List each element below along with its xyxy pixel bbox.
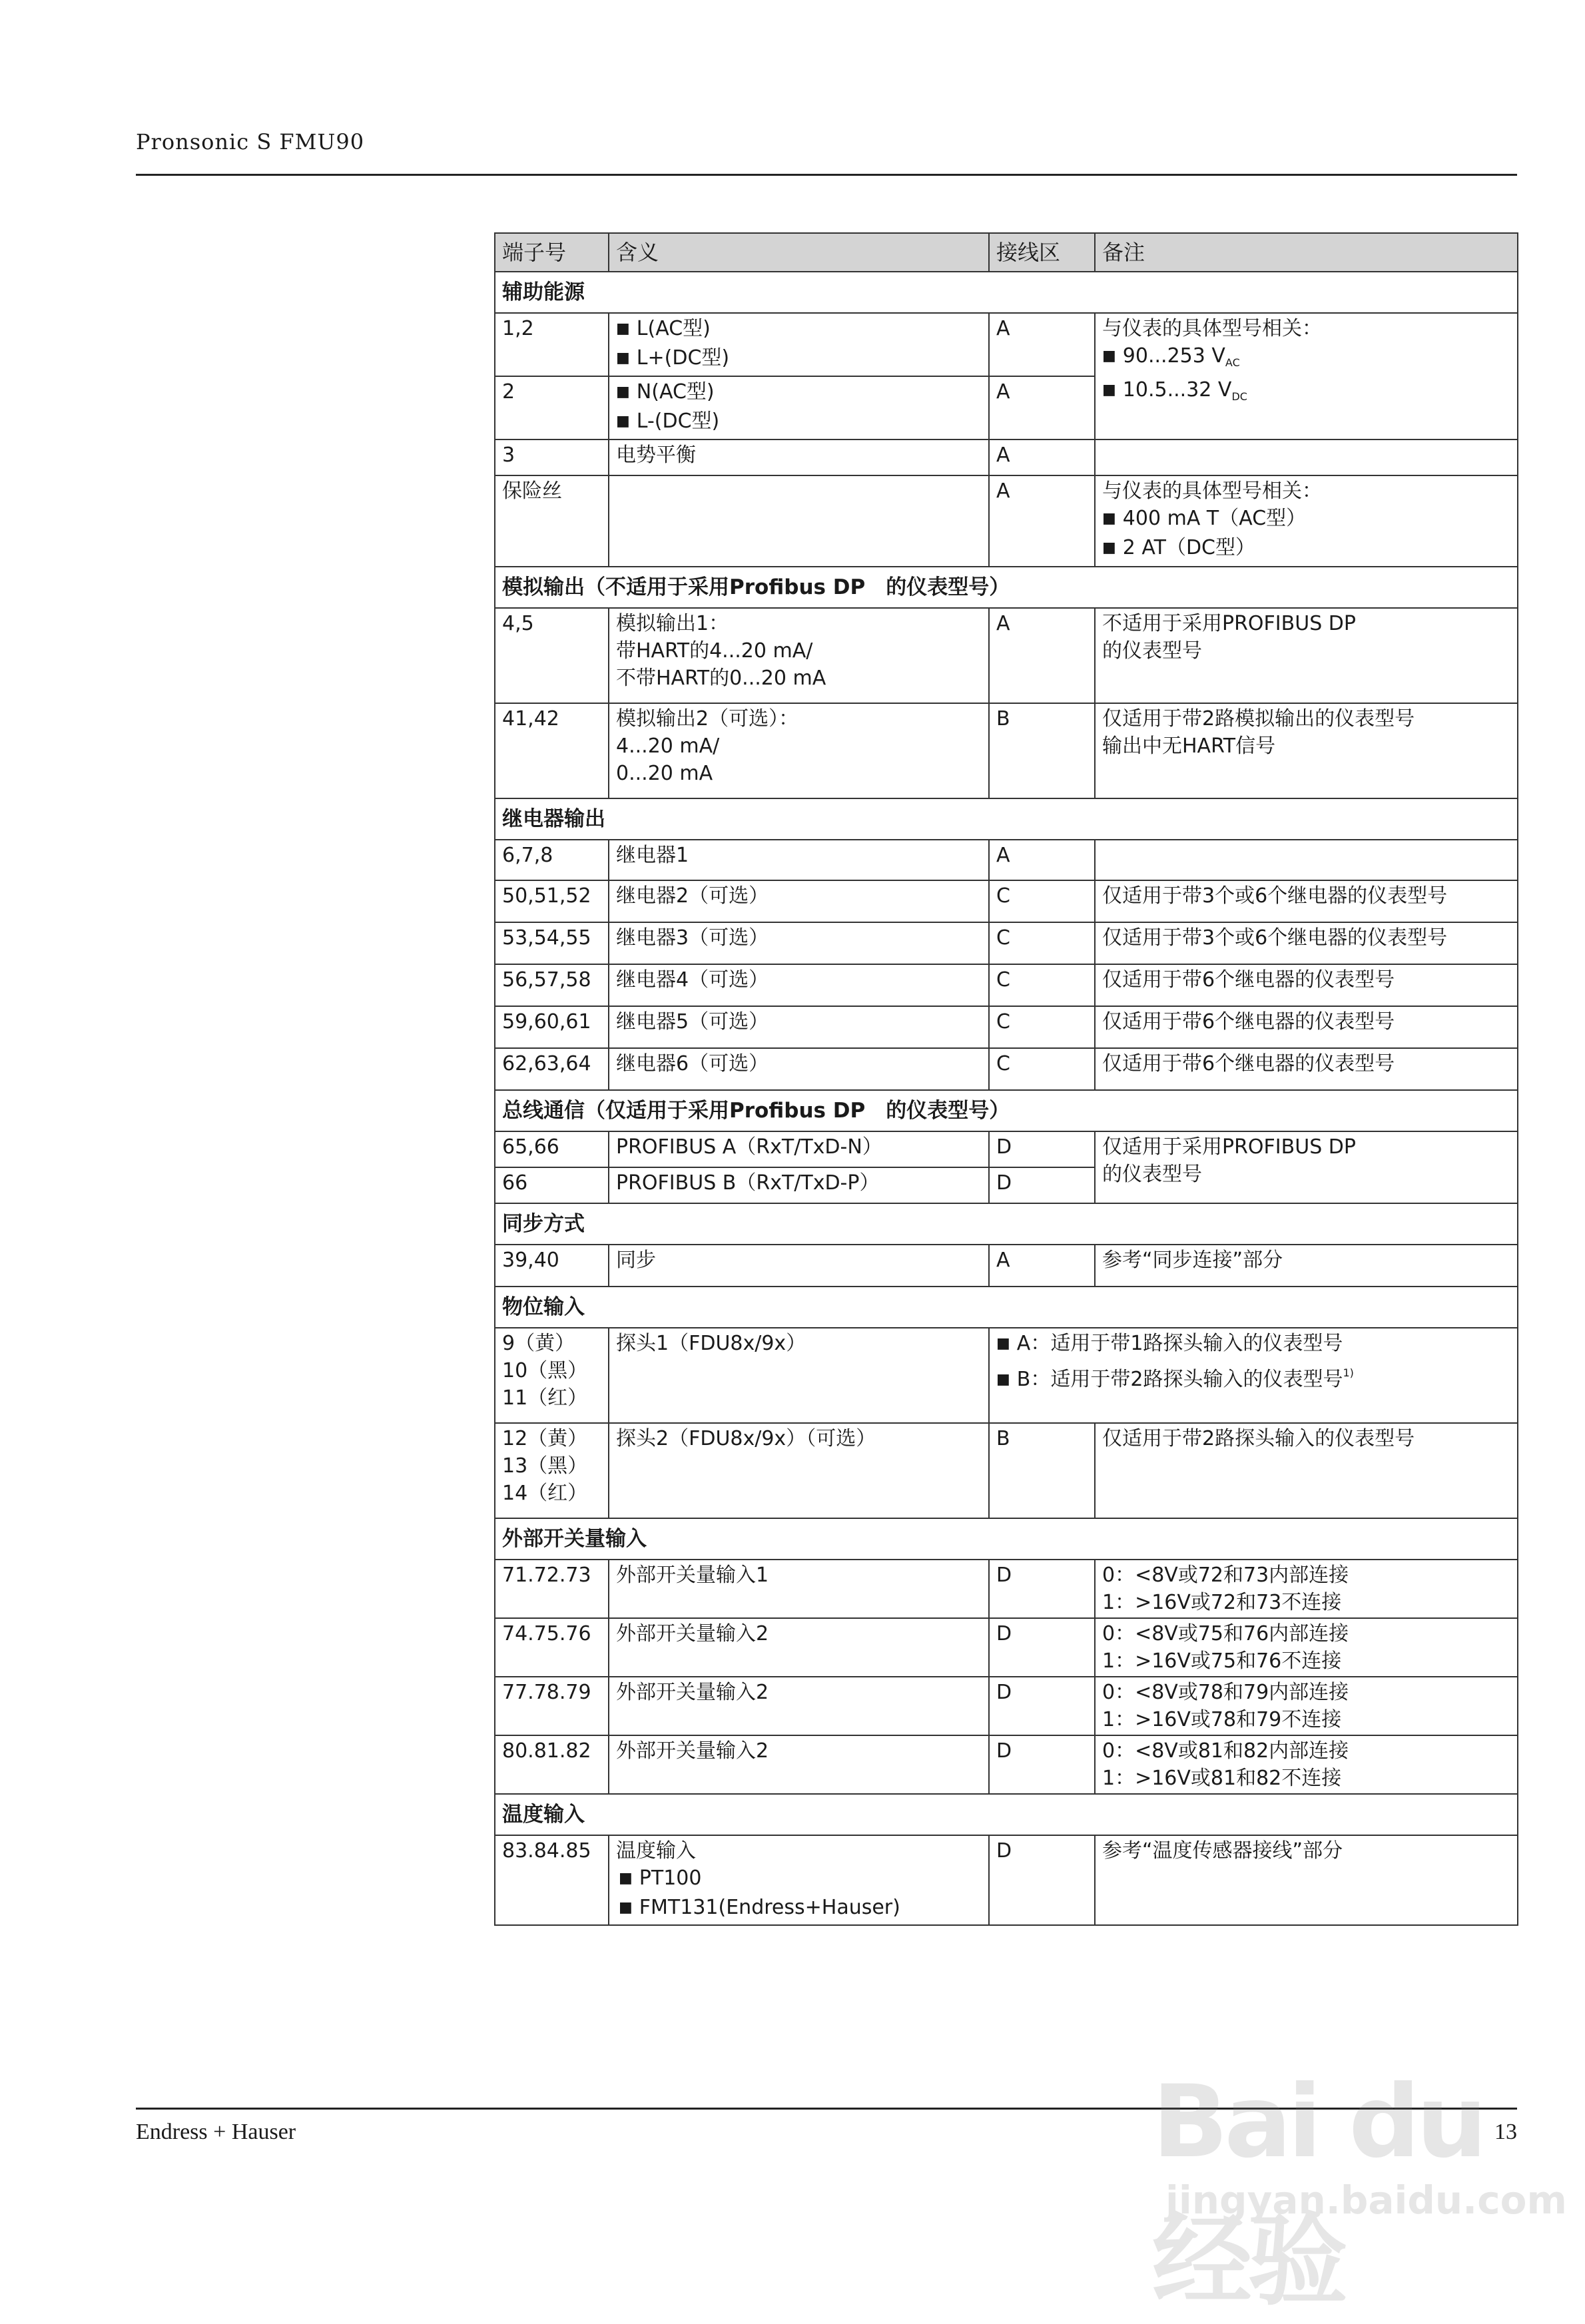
meaning-cell: 继电器3（可选） — [609, 922, 989, 964]
note-cell: 不适用于采用PROFIBUS DP 的仪表型号 — [1095, 608, 1518, 703]
zone-cell: D — [989, 1131, 1095, 1167]
table-row — [495, 1131, 1518, 1167]
table-row — [495, 1735, 1518, 1794]
zone-cell: D — [989, 1618, 1095, 1677]
zone-cell: A — [989, 439, 1095, 475]
zone-cell: D — [989, 1677, 1095, 1735]
meaning-cell: 电势平衡 — [609, 439, 989, 475]
note-cell: 参考“温度传感器接线”部分 — [1095, 1835, 1518, 1925]
bullet-square-icon: ■ — [996, 1371, 1010, 1388]
note-cell: 与仪表的具体型号相关： ■ 400 mA T（AC型） ■ 2 AT（DC型） — [1095, 475, 1518, 567]
terminal-cell: 12（黄） 13（黑） 14（红） — [495, 1423, 609, 1518]
terminal-cell: 2 — [495, 376, 609, 439]
meaning-cell: ■ L(AC型) ■ L+(DC型) — [609, 313, 989, 376]
meaning-cell: 温度输入 ■ PT100 ■ FMT131(Endress+Hauser) — [609, 1835, 989, 1925]
baidu-watermark — [1079, 2024, 1567, 2319]
table-row — [495, 608, 1518, 703]
meaning-cell: 继电器1 — [609, 840, 989, 880]
meaning-cell: 外部开关量输入2 — [609, 1735, 989, 1794]
bullet-square-icon: ■ — [616, 384, 630, 400]
table-row — [495, 964, 1518, 1006]
meaning-cell: 同步 — [609, 1245, 989, 1287]
table-row — [495, 1006, 1518, 1048]
note-cell: 0：<8V或75和76内部连接 1：>16V或75和76不连接 — [1095, 1618, 1518, 1677]
section-title: 继电器输出 — [495, 798, 1518, 840]
table-header-row — [495, 233, 1518, 272]
footnote-mark: 1) — [1343, 1366, 1354, 1379]
note-cell: 0：<8V或81和82内部连接 1：>16V或81和82不连接 — [1095, 1735, 1518, 1794]
watermark-brand: Bai du 经验 — [1152, 2064, 1484, 2319]
table-row — [495, 1560, 1518, 1618]
terminal-cell: 77.78.79 — [495, 1677, 609, 1735]
table-row — [495, 880, 1518, 922]
note-cell: 0：<8V或78和79内部连接 1：>16V或78和79不连接 — [1095, 1677, 1518, 1735]
bullet-square-icon: ■ — [619, 1870, 633, 1887]
section-title: 物位输入 — [495, 1287, 1518, 1328]
terminal-cell: 83.84.85 — [495, 1835, 609, 1925]
section-row — [495, 798, 1518, 840]
bullet-square-icon: ■ — [616, 350, 630, 366]
bullet-square-icon: ■ — [1102, 348, 1116, 364]
note-cell: 仅适用于带2路模拟输出的仪表型号 输出中无HART信号 — [1095, 703, 1518, 798]
section-row — [495, 272, 1518, 313]
zone-note-cell: ■ A：适用于带1路探头输入的仪表型号 ■ B：适用于带2路探头输入的仪表型号$^{1)}$ — [989, 1328, 1518, 1423]
meaning-cell: PROFIBUS A（RxT/TxD-N） — [609, 1131, 989, 1167]
col-header-note: 备注 — [1095, 233, 1518, 272]
terminal-cell: 39,40 — [495, 1245, 609, 1287]
section-title: 同步方式 — [495, 1203, 1518, 1245]
col-header-terminal: 端子号 — [495, 233, 609, 272]
meaning-cell — [609, 475, 989, 567]
zone-cell: C — [989, 880, 1095, 922]
meaning-cell: 继电器6（可选） — [609, 1048, 989, 1090]
terminal-cell: 41,42 — [495, 703, 609, 798]
zone-cell: B — [989, 703, 1095, 798]
meaning-cell: 继电器4（可选） — [609, 964, 989, 1006]
bullet-square-icon: ■ — [1102, 382, 1116, 398]
section-title: 模拟输出（不适用于采用Profibus DP 的仪表型号） — [495, 567, 1518, 608]
section-row — [495, 567, 1518, 608]
zone-cell: B — [989, 1423, 1095, 1518]
meaning-cell: 继电器2（可选） — [609, 880, 989, 922]
terminal-cell: 6,7,8 — [495, 840, 609, 880]
table-row — [495, 1835, 1518, 1925]
bullet-square-icon: ■ — [1102, 510, 1116, 527]
zone-cell: C — [989, 922, 1095, 964]
watermark-url: jingyan.baidu.com — [1165, 2178, 1567, 2223]
col-header-meaning: 含义 — [609, 233, 989, 272]
meaning-cell: 模拟输出1： 带HART的4...20 mA/ 不带HART的0...20 mA — [609, 608, 989, 703]
note-cell: 参考“同步连接”部分 — [1095, 1245, 1518, 1287]
note-cell: 仅适用于带6个继电器的仪表型号 — [1095, 964, 1518, 1006]
zone-cell: A — [989, 840, 1095, 880]
bullet-square-icon: ■ — [619, 1899, 633, 1916]
footer-rule — [136, 2108, 1517, 2110]
table-row — [495, 703, 1518, 798]
note-cell — [1095, 840, 1518, 880]
zone-cell: A — [989, 1245, 1095, 1287]
table-row — [495, 922, 1518, 964]
meaning-cell: 继电器5（可选） — [609, 1006, 989, 1048]
note-cell: 仅适用于带3个或6个继电器的仪表型号 — [1095, 880, 1518, 922]
note-cell: 仅适用于采用PROFIBUS DP 的仪表型号 — [1095, 1131, 1518, 1203]
meaning-cell: 外部开关量输入2 — [609, 1677, 989, 1735]
table-row — [495, 1328, 1518, 1423]
zone-cell: D — [989, 1167, 1095, 1203]
note-cell — [1095, 439, 1518, 475]
terminal-cell: 74.75.76 — [495, 1618, 609, 1677]
table-row — [495, 1618, 1518, 1677]
terminal-cell: 4,5 — [495, 608, 609, 703]
bullet-square-icon: ■ — [616, 413, 630, 430]
note-cell: 仅适用于带6个继电器的仪表型号 — [1095, 1006, 1518, 1048]
table-row — [495, 313, 1518, 376]
note-cell: 与仪表的具体型号相关： ■ 90...253 $V_{AC}$ ■ 10.5...32 $V_{DC}$ — [1095, 313, 1518, 439]
bullet-square-icon: ■ — [1102, 539, 1116, 556]
terminal-cell: 59,60,61 — [495, 1006, 609, 1048]
note-cell: 仅适用于带6个继电器的仪表型号 — [1095, 1048, 1518, 1090]
footer-brand: Endress + Hauser — [136, 2120, 296, 2144]
terminal-cell: 50,51,52 — [495, 880, 609, 922]
terminal-cell: 保险丝 — [495, 475, 609, 567]
section-row — [495, 1203, 1518, 1245]
table-row — [495, 840, 1518, 880]
zone-cell: C — [989, 1006, 1095, 1048]
section-row — [495, 1794, 1518, 1835]
section-title: 总线通信（仅适用于采用Profibus DP 的仪表型号） — [495, 1090, 1518, 1131]
zone-cell: A — [989, 608, 1095, 703]
page-number: 13 — [1494, 2120, 1517, 2144]
terminal-cell: 3 — [495, 439, 609, 475]
zone-cell: D — [989, 1735, 1095, 1794]
section-row — [495, 1518, 1518, 1560]
note-cell: 0：<8V或72和73内部连接 1：>16V或72和73不连接 — [1095, 1560, 1518, 1618]
section-row — [495, 1090, 1518, 1131]
bullet-square-icon: ■ — [616, 320, 630, 337]
meaning-cell: 探头1（FDU8x/9x） — [609, 1328, 989, 1423]
meaning-cell: 外部开关量输入2 — [609, 1618, 989, 1677]
note-cell: 仅适用于带3个或6个继电器的仪表型号 — [1095, 922, 1518, 964]
terminal-cell: 9（黄） 10（黑） 11（红） — [495, 1328, 609, 1423]
meaning-cell: 外部开关量输入1 — [609, 1560, 989, 1618]
section-row — [495, 1287, 1518, 1328]
table-row — [495, 1245, 1518, 1287]
meaning-cell: ■ N(AC型) ■ L-(DC型) — [609, 376, 989, 439]
terminal-cell: 56,57,58 — [495, 964, 609, 1006]
zone-cell: D — [989, 1835, 1095, 1925]
terminal-cell: 71.72.73 — [495, 1560, 609, 1618]
zone-cell: C — [989, 1048, 1095, 1090]
terminal-cell: 1,2 — [495, 313, 609, 376]
header-rule — [136, 174, 1517, 176]
terminal-cell: 53,54,55 — [495, 922, 609, 964]
zone-cell: A — [989, 376, 1095, 439]
meaning-cell: 模拟输出2（可选）： 4...20 mA/ 0...20 mA — [609, 703, 989, 798]
terminal-table — [494, 232, 1518, 1926]
table-row — [495, 475, 1518, 567]
bullet-square-icon: ■ — [996, 1335, 1010, 1352]
terminal-cell: 65,66 — [495, 1131, 609, 1167]
zone-cell: D — [989, 1560, 1095, 1618]
section-title: 外部开关量输入 — [495, 1518, 1518, 1560]
zone-cell: A — [989, 475, 1095, 567]
section-title: 辅助能源 — [495, 272, 1518, 313]
zone-cell: C — [989, 964, 1095, 1006]
document-title: Pronsonic S FMU90 — [136, 129, 365, 154]
terminal-cell: 66 — [495, 1167, 609, 1203]
meaning-cell: PROFIBUS B（RxT/TxD-P） — [609, 1167, 989, 1203]
table-row — [495, 1423, 1518, 1518]
zone-cell: A — [989, 313, 1095, 376]
col-header-zone: 接线区 — [989, 233, 1095, 272]
table-row — [495, 1677, 1518, 1735]
section-title: 温度输入 — [495, 1794, 1518, 1835]
table-row — [495, 1048, 1518, 1090]
table-row — [495, 439, 1518, 475]
terminal-cell: 62,63,64 — [495, 1048, 609, 1090]
note-cell: 仅适用于带2路探头输入的仪表型号 — [1095, 1423, 1518, 1518]
meaning-cell: 探头2（FDU8x/9x）（可选） — [609, 1423, 989, 1518]
terminal-cell: 80.81.82 — [495, 1735, 609, 1794]
